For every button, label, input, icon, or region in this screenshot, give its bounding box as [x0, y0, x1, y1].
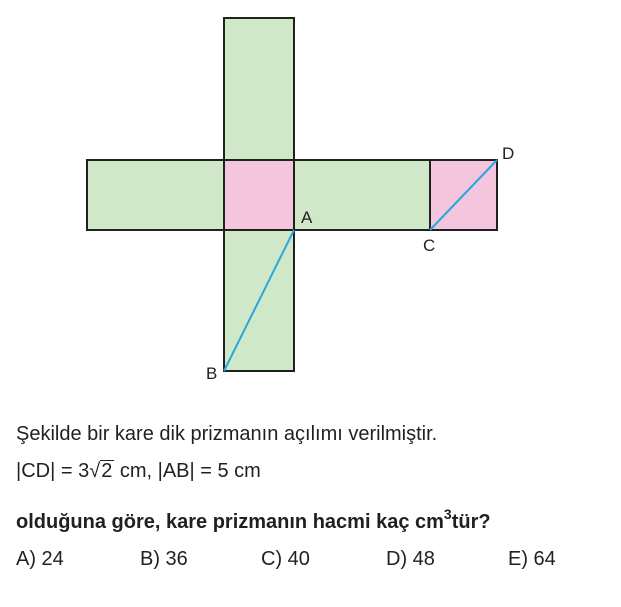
question-prompt [16, 506, 491, 534]
point-label-d: D [502, 144, 515, 163]
choice-a[interactable]: A) 24 [16, 548, 64, 570]
center-square-base [224, 160, 294, 230]
radical-sign: √ [89, 460, 101, 482]
square-root [89, 460, 114, 483]
choice-c[interactable]: C) 40 [261, 548, 310, 570]
choice-d[interactable]: D) 48 [386, 548, 435, 570]
radicand: 2 [101, 460, 113, 482]
point-label-b: B [206, 364, 218, 383]
point-label-c: C [423, 236, 436, 255]
prompt-end: tür? [451, 511, 491, 533]
cd-prefix: |CD| = 3 [16, 460, 90, 482]
given-lengths [16, 460, 261, 483]
point-label-a: A [301, 208, 313, 227]
choice-e[interactable]: E) 64 [508, 548, 556, 570]
prompt-main: olduğuna göre, kare prizmanın hacmi kaç cm [16, 511, 444, 533]
cd-suffix: cm, |AB| = 5 cm [114, 460, 261, 482]
choice-b[interactable]: B) 36 [140, 548, 188, 570]
left-rectangle-face [87, 160, 224, 230]
question-text-line1: Şekilde bir kare dik prizmanın açılımı verilmiştir. [16, 423, 438, 445]
cubic-exponent: 3 [443, 506, 452, 522]
right-rectangle-face [294, 160, 430, 230]
top-rectangle-face [224, 18, 294, 160]
